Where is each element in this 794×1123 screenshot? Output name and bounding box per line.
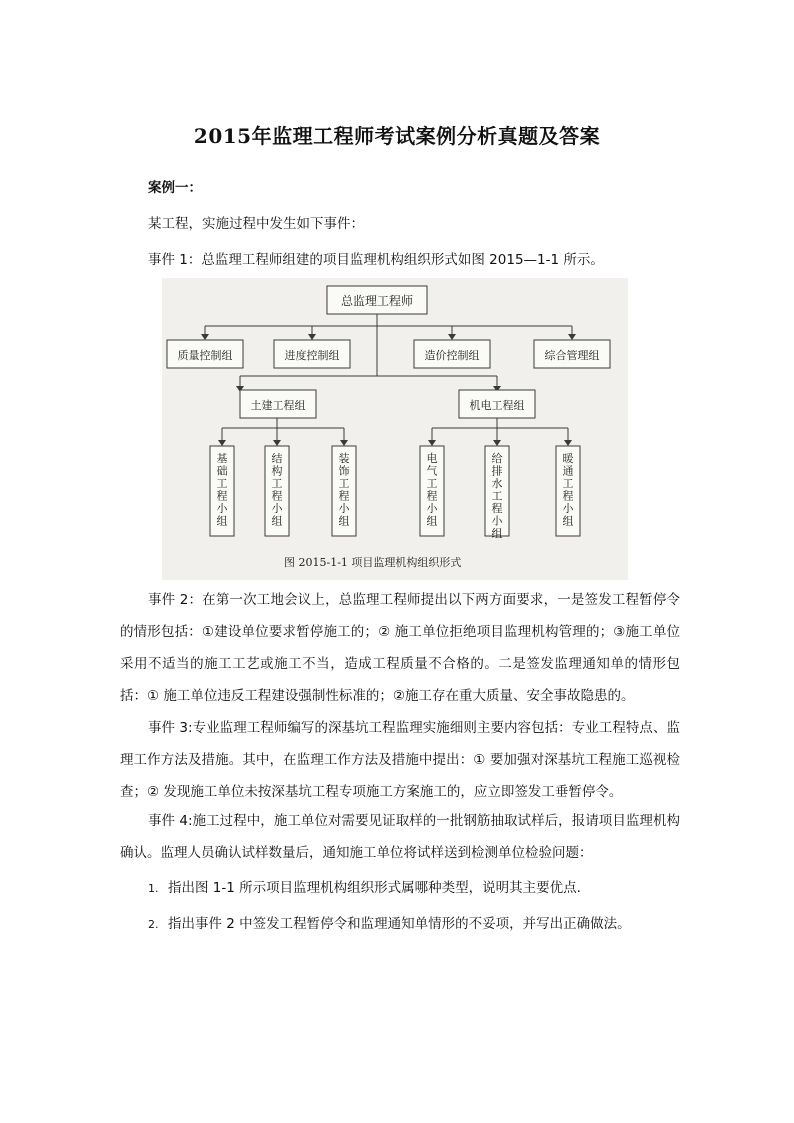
node-cost-group — [414, 340, 490, 368]
question-text: 指出事件 2 中签发工程暂停令和监理通知单情形的不妥项，并写出正确做法。 — [168, 916, 631, 932]
question-number: 1. — [148, 882, 159, 895]
node-label: 总监理工程师 — [340, 294, 414, 308]
intro-text: 某工程，实施过程中发生如下事件： — [148, 216, 364, 232]
team-label-decoration: 装饰工程小组 — [338, 452, 350, 528]
node-structure-team — [265, 446, 289, 536]
node-foundation-team — [210, 446, 234, 536]
team-label-structure: 结构工程小组 — [271, 452, 283, 528]
figure-caption: 图 2015-1-1 项目监理机构组织形式 — [284, 556, 462, 569]
svg-text:质量控制组: 质量控制组 — [177, 349, 233, 362]
node-electrical-team — [420, 446, 444, 536]
question-2 — [148, 912, 631, 932]
node-admin-group — [534, 340, 610, 368]
event3-text: 事件 3:专业监理工程师编写的深基坑工程监理实施细则主要内容包括：专业工程特点、监理工作方法及措施。其中，在监理工作方法及措施中提出：① 要加强对深基坑工程施工巡视检查；② 发现施工单位未按深基坑工程专项施工方案施工的，应立即签发工垂暂停令。 — [120, 720, 680, 800]
org-chart — [162, 278, 628, 580]
svg-text:机电工程组: 机电工程组 — [469, 399, 525, 412]
team-label-plumbing: 给排水工程小组 — [491, 452, 503, 540]
node-schedule-group — [274, 340, 350, 368]
question-1 — [148, 876, 581, 896]
node-chief-engineer — [327, 286, 427, 314]
event2-text: 事件 2：在第一次工地会议上，总监理工程师提出以下两方面要求，一是签发工程暂停令的情形包括：①建设单位要求暂停施工的；② 施工单位拒绝项目监理机构管理的；③施工单位采用不适当的施工工艺或施工不当，造成工程质量不合格的。二是签发监理通知单的情形包括：① 施工单位违反工程建设强制性标准的；②施工存在重大质量、安全事故隐患的。 — [120, 592, 680, 704]
node-quality-group — [167, 340, 243, 368]
svg-text:综合管理组: 综合管理组 — [544, 349, 600, 362]
svg-text:造价控制组: 造价控制组 — [424, 349, 480, 362]
event1-text: 事件 1：总监理工程师组建的项目监理机构组织形式如图 2015—1-1 所示。 — [148, 252, 604, 268]
team-label-electrical: 电气工程小组 — [426, 452, 438, 528]
node-plumbing-team — [485, 446, 509, 540]
svg-text:进度控制组: 进度控制组 — [284, 349, 340, 362]
question-text: 指出图 1-1 所示项目监理机构组织形式属哪种类型，说明其主要优点. — [168, 880, 581, 896]
node-hvac-team — [556, 446, 580, 536]
team-label-foundation: 基础工程小组 — [216, 452, 228, 528]
connector-lines — [205, 314, 572, 443]
case-heading: 案例一： — [148, 180, 202, 196]
event4-text: 事件 4:施工过程中，施工单位对需要见证取样的一批钢筋抽取试样后，报请项目监理机构确认。监理人员确认试样数量后，通知施工单位将试样送到检测单位检验问题： — [120, 813, 680, 861]
svg-text:土建工程组: 土建工程组 — [250, 399, 306, 412]
node-mep-group — [459, 390, 535, 418]
node-civil-group — [240, 390, 316, 418]
question-number: 2. — [148, 918, 159, 931]
team-label-hvac: 暖通工程小组 — [562, 452, 574, 528]
document-title: 2015年监理工程师考试案例分析真题及答案 — [193, 124, 601, 148]
org-chart-figure — [162, 278, 628, 580]
node-decoration-team — [332, 446, 356, 536]
